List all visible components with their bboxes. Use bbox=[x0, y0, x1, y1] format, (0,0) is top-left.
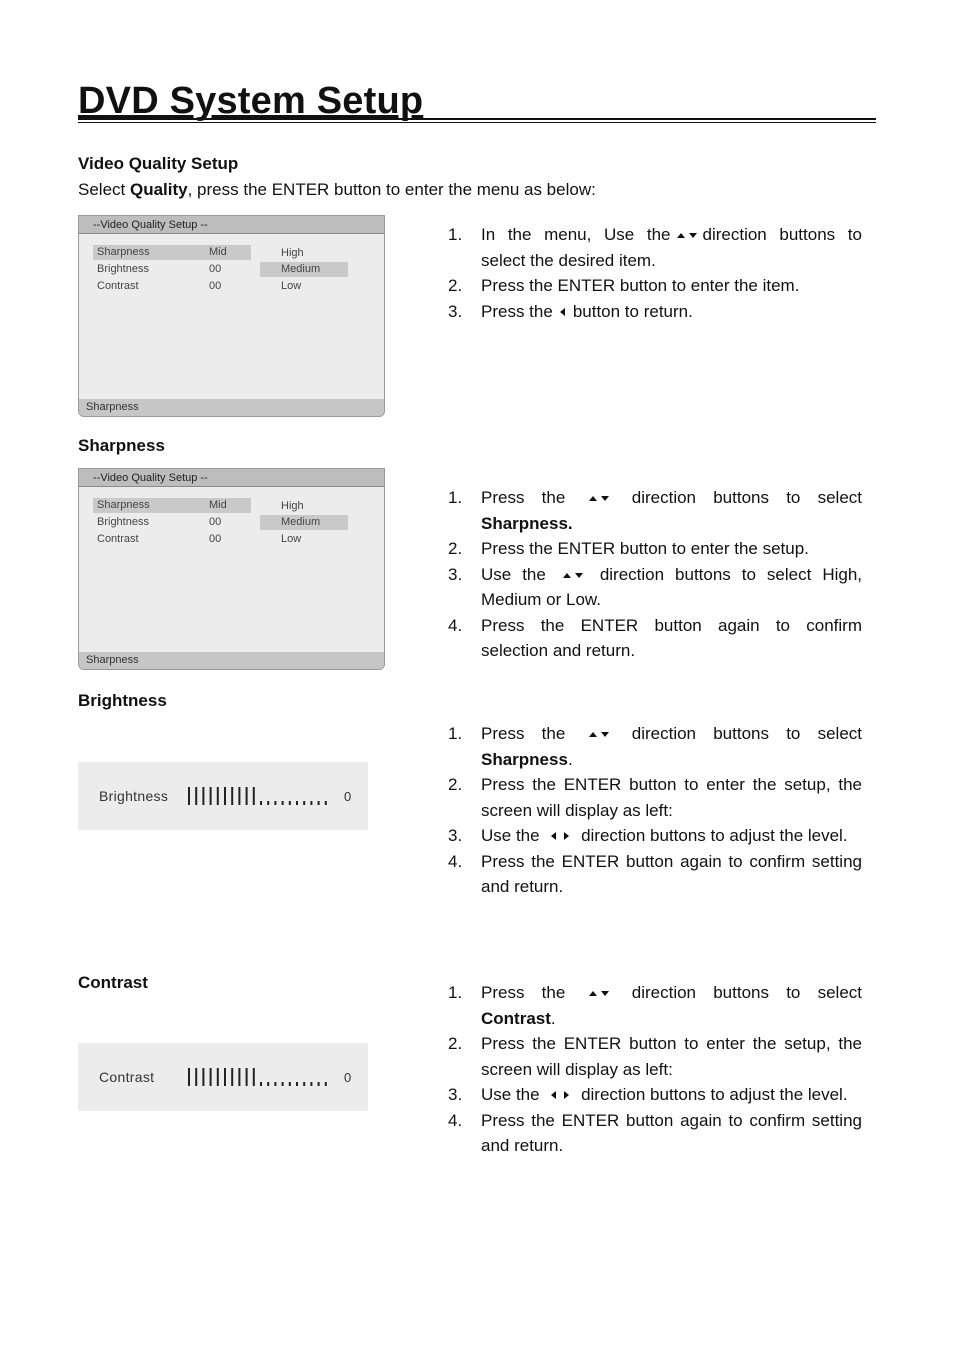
step-text: Press the ENTER button to enter the setup, the screen will display as left: bbox=[481, 775, 862, 820]
level-tick-empty bbox=[325, 801, 327, 805]
level-tick-empty bbox=[296, 1082, 298, 1086]
step-number: 2. bbox=[448, 1034, 463, 1053]
level-tick-empty bbox=[318, 1082, 320, 1086]
level-tick-filled bbox=[188, 787, 190, 805]
step-number: 1. bbox=[448, 724, 463, 743]
brightness-heading: Brightness bbox=[78, 691, 167, 710]
list-item bbox=[448, 299, 862, 325]
left-triangle bbox=[560, 308, 565, 316]
step-text: direction buttons to select High, Medium or Low. bbox=[481, 564, 862, 609]
level-tick-empty bbox=[282, 801, 284, 805]
step-number: 2. bbox=[448, 276, 463, 295]
down-arrow-icon bbox=[687, 229, 699, 241]
osd-row-value: 00 bbox=[209, 533, 222, 545]
left-triangle bbox=[551, 832, 556, 840]
left-triangle bbox=[551, 1091, 556, 1099]
step-text: In the menu, Use the bbox=[481, 225, 671, 244]
down-triangle bbox=[601, 496, 609, 501]
contrast-heading: Contrast bbox=[78, 973, 148, 992]
intro-suffix: , press the ENTER button to enter the menu as below: bbox=[187, 180, 596, 199]
list-item bbox=[448, 1082, 862, 1108]
step-text: Press the ENTER button to enter the setup. bbox=[481, 539, 809, 558]
left-arrow-icon bbox=[548, 1089, 560, 1101]
up-arrow-icon bbox=[587, 728, 599, 740]
step-number: 3. bbox=[448, 826, 463, 845]
level-tick-empty bbox=[274, 801, 276, 805]
list-item bbox=[448, 485, 862, 536]
step-text: Press the ENTER button to enter the item. bbox=[481, 276, 800, 295]
step-number: 1. bbox=[448, 983, 463, 1002]
right-arrow-icon bbox=[560, 1089, 572, 1101]
level-tick-filled bbox=[195, 787, 197, 805]
up-triangle bbox=[589, 732, 597, 737]
contrast-level-bar bbox=[187, 1067, 333, 1087]
step-bold: Contrast bbox=[481, 1008, 551, 1028]
level-tick-empty bbox=[260, 801, 262, 805]
brightness-steps bbox=[448, 721, 862, 900]
level-tick-filled bbox=[246, 787, 248, 805]
osd-row-name: Sharpness bbox=[93, 498, 251, 513]
list-item bbox=[448, 823, 862, 849]
level-tick-filled bbox=[224, 1068, 226, 1086]
title-rule bbox=[78, 118, 876, 120]
level-tick-filled bbox=[238, 1068, 240, 1086]
osd-row-value: Mid bbox=[209, 499, 227, 511]
down-arrow-icon bbox=[599, 728, 611, 740]
step-text: . bbox=[550, 1008, 556, 1028]
osd-row-value: 00 bbox=[209, 516, 222, 528]
step-text: Use the bbox=[481, 564, 546, 584]
page-title: DVD System Setup bbox=[78, 80, 424, 122]
level-tick-empty bbox=[289, 801, 291, 805]
down-arrow-icon bbox=[573, 569, 585, 581]
step-number: 3. bbox=[448, 1085, 463, 1104]
osd-option-medium: Medium bbox=[260, 515, 348, 530]
step-text: Press the bbox=[481, 301, 553, 321]
level-tick-filled bbox=[246, 1068, 248, 1086]
level-tick-empty bbox=[274, 1082, 276, 1086]
level-tick-filled bbox=[210, 787, 212, 805]
level-tick-empty bbox=[260, 1082, 262, 1086]
osd-option-high: High bbox=[281, 247, 304, 259]
level-tick-empty bbox=[303, 1082, 305, 1086]
step-number: 1. bbox=[448, 488, 463, 507]
osd-option-low: Low bbox=[281, 533, 302, 545]
step-number: 4. bbox=[448, 615, 463, 635]
down-triangle bbox=[689, 233, 697, 238]
sharpness-heading: Sharpness bbox=[78, 436, 165, 455]
level-tick-empty bbox=[289, 1082, 291, 1086]
step-text: Press the bbox=[481, 983, 566, 1002]
osd-option-medium: Medium bbox=[260, 262, 348, 277]
video-quality-intro bbox=[78, 180, 596, 200]
list-item bbox=[448, 772, 862, 823]
level-tick-filled bbox=[253, 1068, 255, 1086]
step-text: direction buttons to select bbox=[631, 983, 862, 1002]
step-number: 1. bbox=[448, 225, 463, 244]
level-label: Contrast bbox=[99, 1069, 155, 1085]
down-arrow-icon bbox=[599, 987, 611, 999]
level-tick-filled bbox=[231, 1068, 233, 1086]
level-tick-filled bbox=[224, 787, 226, 805]
video-quality-steps bbox=[448, 222, 862, 324]
osd-row-value: Mid bbox=[209, 246, 227, 258]
level-tick-filled bbox=[188, 1068, 190, 1086]
osd-footer: Sharpness bbox=[79, 652, 384, 669]
left-arrow-icon bbox=[557, 306, 569, 318]
step-text: Use the bbox=[481, 826, 540, 845]
osd-header: --Video Quality Setup -- bbox=[79, 216, 384, 234]
level-tick-filled bbox=[238, 787, 240, 805]
step-number: 4. bbox=[448, 851, 463, 871]
osd-option-high: High bbox=[281, 500, 304, 512]
step-text: direction buttons to adjust the level. bbox=[581, 1085, 848, 1104]
right-arrow-icon bbox=[560, 830, 572, 842]
osd-row-name: Contrast bbox=[97, 280, 139, 292]
step-text: direction buttons to select bbox=[631, 488, 862, 507]
level-tick-empty bbox=[303, 801, 305, 805]
osd-header: --Video Quality Setup -- bbox=[79, 469, 384, 487]
step-text: Press the ENTER button again to confirm selection and return. bbox=[481, 615, 862, 660]
level-tick-empty bbox=[310, 1082, 312, 1086]
level-tick-filled bbox=[195, 1068, 197, 1086]
osd-row-name: Brightness bbox=[97, 516, 149, 528]
up-arrow-icon bbox=[587, 987, 599, 999]
step-text: Press the ENTER button again to confirm setting and return. bbox=[481, 851, 862, 896]
step-bold: Sharpness. bbox=[481, 513, 573, 533]
brightness-level-display bbox=[78, 762, 368, 830]
step-number: 3. bbox=[448, 564, 463, 584]
list-item bbox=[448, 613, 862, 664]
step-text: Press the ENTER button to enter the setup, the screen will display as left: bbox=[481, 1034, 862, 1079]
left-arrow-icon bbox=[548, 830, 560, 842]
level-tick-filled bbox=[217, 787, 219, 805]
step-number: 4. bbox=[448, 1110, 463, 1130]
down-triangle bbox=[601, 732, 609, 737]
intro-prefix: Select bbox=[78, 180, 130, 199]
list-item bbox=[448, 849, 862, 900]
level-tick-filled bbox=[210, 1068, 212, 1086]
video-quality-heading: Video Quality Setup bbox=[78, 154, 239, 173]
osd-footer: Sharpness bbox=[79, 399, 384, 416]
step-text: direction buttons to adjust the level. bbox=[581, 826, 848, 845]
level-tick-empty bbox=[318, 801, 320, 805]
up-arrow-icon bbox=[675, 229, 687, 241]
osd-row-name: Sharpness bbox=[93, 245, 251, 260]
step-number: 2. bbox=[448, 539, 463, 558]
step-text: Press the bbox=[481, 724, 566, 743]
step-text: button to return. bbox=[572, 301, 693, 321]
step-text: Use the bbox=[481, 1085, 540, 1104]
level-value: 0 bbox=[344, 1070, 352, 1085]
right-triangle bbox=[564, 832, 569, 840]
osd-row-value: 00 bbox=[209, 280, 222, 292]
down-triangle bbox=[575, 573, 583, 578]
right-triangle bbox=[564, 1091, 569, 1099]
osd-menu-quality bbox=[78, 215, 385, 417]
contrast-level-display bbox=[78, 1043, 368, 1111]
up-arrow-icon bbox=[587, 492, 599, 504]
step-number: 2. bbox=[448, 775, 463, 794]
list-item bbox=[448, 1031, 862, 1082]
level-tick-empty bbox=[296, 801, 298, 805]
step-text: direction buttons to select bbox=[631, 724, 862, 743]
step-text: direction buttons to select the desired item. bbox=[481, 225, 862, 270]
level-tick-empty bbox=[267, 1082, 269, 1086]
osd-option-low: Low bbox=[281, 280, 302, 292]
level-tick-filled bbox=[202, 1068, 204, 1086]
step-bold: Sharpness bbox=[481, 749, 568, 769]
osd-row-value: 00 bbox=[209, 263, 222, 275]
level-tick-empty bbox=[282, 1082, 284, 1086]
list-item bbox=[448, 1108, 862, 1159]
step-text: . bbox=[567, 749, 573, 769]
up-triangle bbox=[589, 991, 597, 996]
step-text: Press the bbox=[481, 488, 566, 507]
osd-row-name: Contrast bbox=[97, 533, 139, 545]
level-tick-filled bbox=[231, 787, 233, 805]
osd-menu-sharpness bbox=[78, 468, 385, 670]
title-rule-thin bbox=[78, 122, 876, 123]
list-item bbox=[448, 721, 862, 772]
sharpness-steps bbox=[448, 485, 862, 664]
list-item bbox=[448, 562, 862, 613]
up-triangle bbox=[677, 233, 685, 238]
up-arrow-icon bbox=[561, 569, 573, 581]
down-arrow-icon bbox=[599, 492, 611, 504]
list-item bbox=[448, 222, 862, 273]
osd-row-name: Brightness bbox=[97, 263, 149, 275]
step-text: Press the ENTER button again to confirm setting and return. bbox=[481, 1110, 862, 1155]
level-tick-filled bbox=[217, 1068, 219, 1086]
down-triangle bbox=[601, 991, 609, 996]
level-tick-empty bbox=[325, 1082, 327, 1086]
list-item bbox=[448, 536, 862, 562]
up-triangle bbox=[563, 573, 571, 578]
level-tick-empty bbox=[267, 801, 269, 805]
step-number: 3. bbox=[448, 301, 463, 321]
up-triangle bbox=[589, 496, 597, 501]
level-tick-filled bbox=[253, 787, 255, 805]
intro-bold: Quality bbox=[129, 180, 188, 199]
level-tick-empty bbox=[310, 801, 312, 805]
level-value: 0 bbox=[344, 789, 352, 804]
list-item bbox=[448, 980, 862, 1031]
brightness-level-bar bbox=[187, 786, 333, 806]
level-label: Brightness bbox=[99, 788, 169, 804]
list-item bbox=[448, 273, 862, 299]
level-tick-filled bbox=[202, 787, 204, 805]
contrast-steps bbox=[448, 980, 862, 1159]
